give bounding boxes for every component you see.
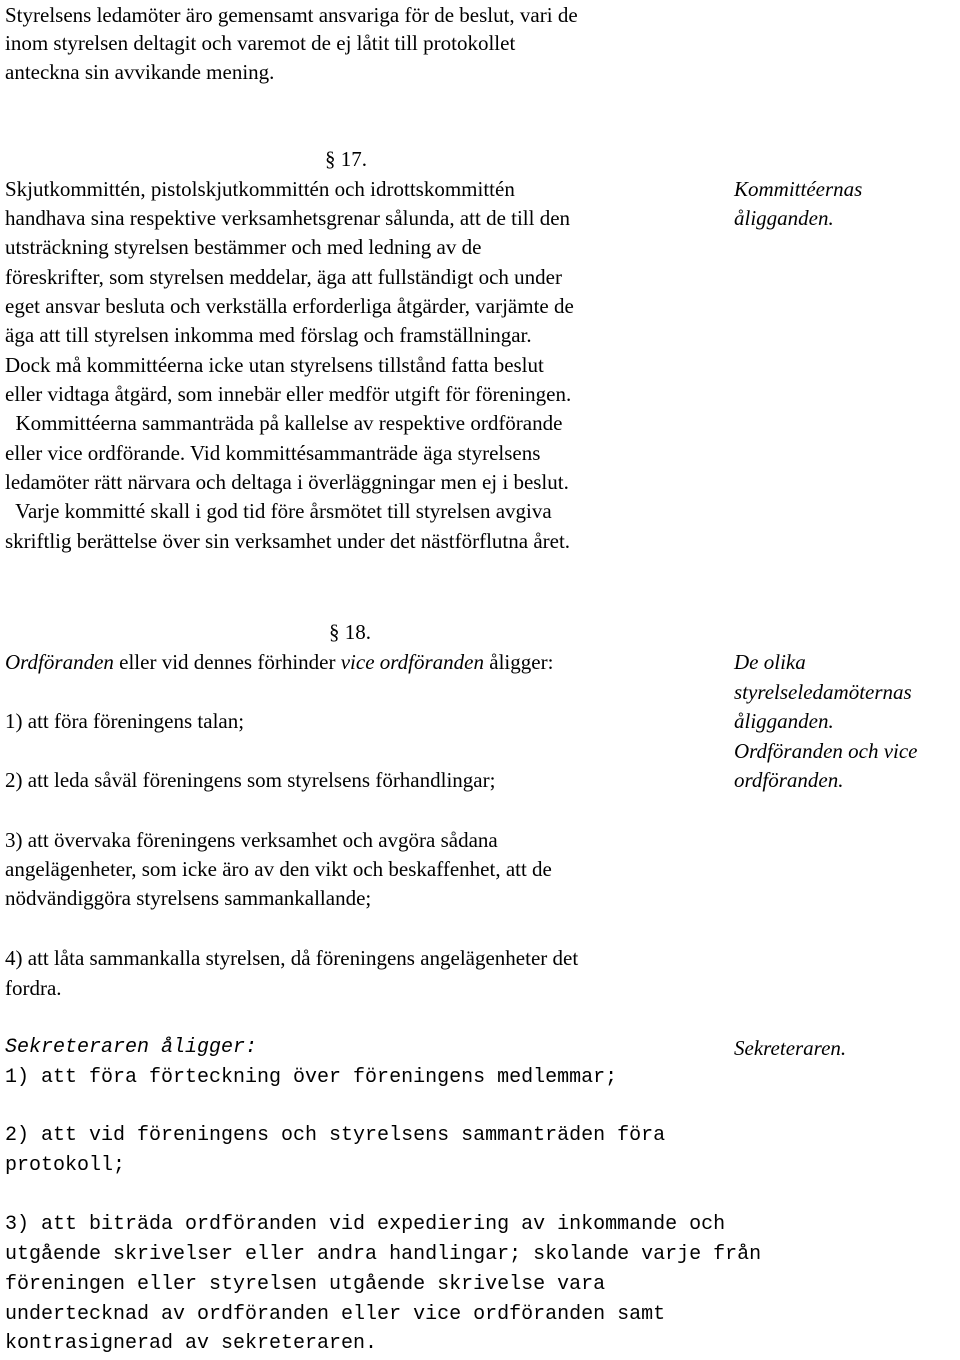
margin-note-line: åligganden. (734, 206, 834, 230)
margin-note-line: styrelseledamöternas (734, 680, 912, 704)
section-number: § 18. (329, 620, 371, 644)
list-item: angelägenheter, som icke äro av den vikt och beskaffenhet, att de (5, 857, 552, 881)
text-line: Skjutkommittén, pistolskjutkommittén och idrottskommittén (5, 177, 515, 201)
list-item: 2) att vid föreningens och styrelsens sammanträden föra (5, 1124, 666, 1147)
text-line: anteckna sin avvikande mening. (5, 60, 275, 84)
text-line: Varje kommitté skall i god tid före årsmötet till styrelsen avgiva (5, 499, 552, 523)
list-item: 3) att övervaka föreningens verksamhet och avgöra sådana (5, 828, 498, 852)
list-item: föreningen eller styrelsen utgående skrivelse vara (5, 1273, 606, 1296)
text-line: föreskrifter, som styrelsen meddelar, äga att fullständigt och under (5, 265, 562, 289)
section-number: § 17. (325, 147, 367, 171)
margin-note-line: ordföranden. (734, 768, 844, 792)
list-item: 1) att föra förteckning över föreningens medlemmar; (5, 1066, 618, 1089)
term-ordforanden: Ordföranden (5, 650, 114, 674)
list-item: nödvändiggöra styrelsens sammankallande; (5, 886, 372, 910)
list-item: protokoll; (5, 1154, 126, 1177)
list-item: kontrasignerad av sekreteraren. (5, 1332, 378, 1355)
margin-note-line: Kommittéernas (734, 177, 863, 201)
text-line: eller vidtaga åtgärd, som innebär eller medför utgift för föreningen. (5, 382, 572, 406)
margin-note-line: De olika (734, 650, 806, 674)
text-line: utsträckning styrelsen bestämmer och med ledning av de (5, 235, 482, 259)
text-line: eget ansvar besluta och verkställa erforderliga åtgärder, varjämte de (5, 294, 574, 318)
text-line: ledamöter rätt närvara och deltaga i överläggningar men ej i beslut. (5, 470, 569, 494)
term-vice-ordforanden: vice ordföranden (340, 650, 485, 674)
list-item: 4) att låta sammankalla styrelsen, då föreningens angelägenheter det (5, 946, 579, 970)
list-item: fordra. (5, 976, 62, 1000)
text-line: äga att till styrelsen inkomma med förslag och framställningar. (5, 323, 532, 347)
margin-note-line: Sekreteraren. (734, 1036, 847, 1060)
lead-text: eller vid dennes förhinder (113, 650, 341, 674)
list-item: undertecknad av ordföranden eller vice ordföranden samt (5, 1303, 666, 1326)
section-heading: Sekreteraren åligger: (5, 1036, 258, 1059)
text-line: Kommittéerna sammanträda på kallelse av respektive ordförande (5, 411, 563, 435)
text-line: eller vice ordförande. Vid kommittésammanträde äga styrelsens (5, 441, 541, 465)
lead-text: åligger: (484, 650, 554, 674)
margin-note-line: Ordföranden och vice (734, 739, 918, 763)
margin-note-line: åligganden. (734, 709, 834, 733)
text-line: handhava sina respektive verksamhetsgrenar sålunda, att de till den (5, 206, 571, 230)
text-line: skriftlig berättelse över sin verksamhet under det nästförflutna året. (5, 529, 571, 553)
section-lead (5, 647, 553, 677)
list-item: 2) att leda såväl föreningens som styrelsens förhandlingar; (5, 768, 496, 792)
text-line: Styrelsens ledamöter äro gemensamt ansvariga för de beslut, vari de (5, 3, 578, 27)
list-item: utgående skrivelser eller andra handlingar; skolande varje från (5, 1243, 762, 1266)
list-item: 1) att föra föreningens talan; (5, 709, 245, 733)
text-line: inom styrelsen deltagit och varemot de ej låtit till protokollet (5, 31, 516, 55)
text-line: Dock må kommittéerna icke utan styrelsens tillstånd fatta beslut (5, 353, 544, 377)
list-item: 3) att biträda ordföranden vid expediering av inkommande och (5, 1213, 726, 1236)
